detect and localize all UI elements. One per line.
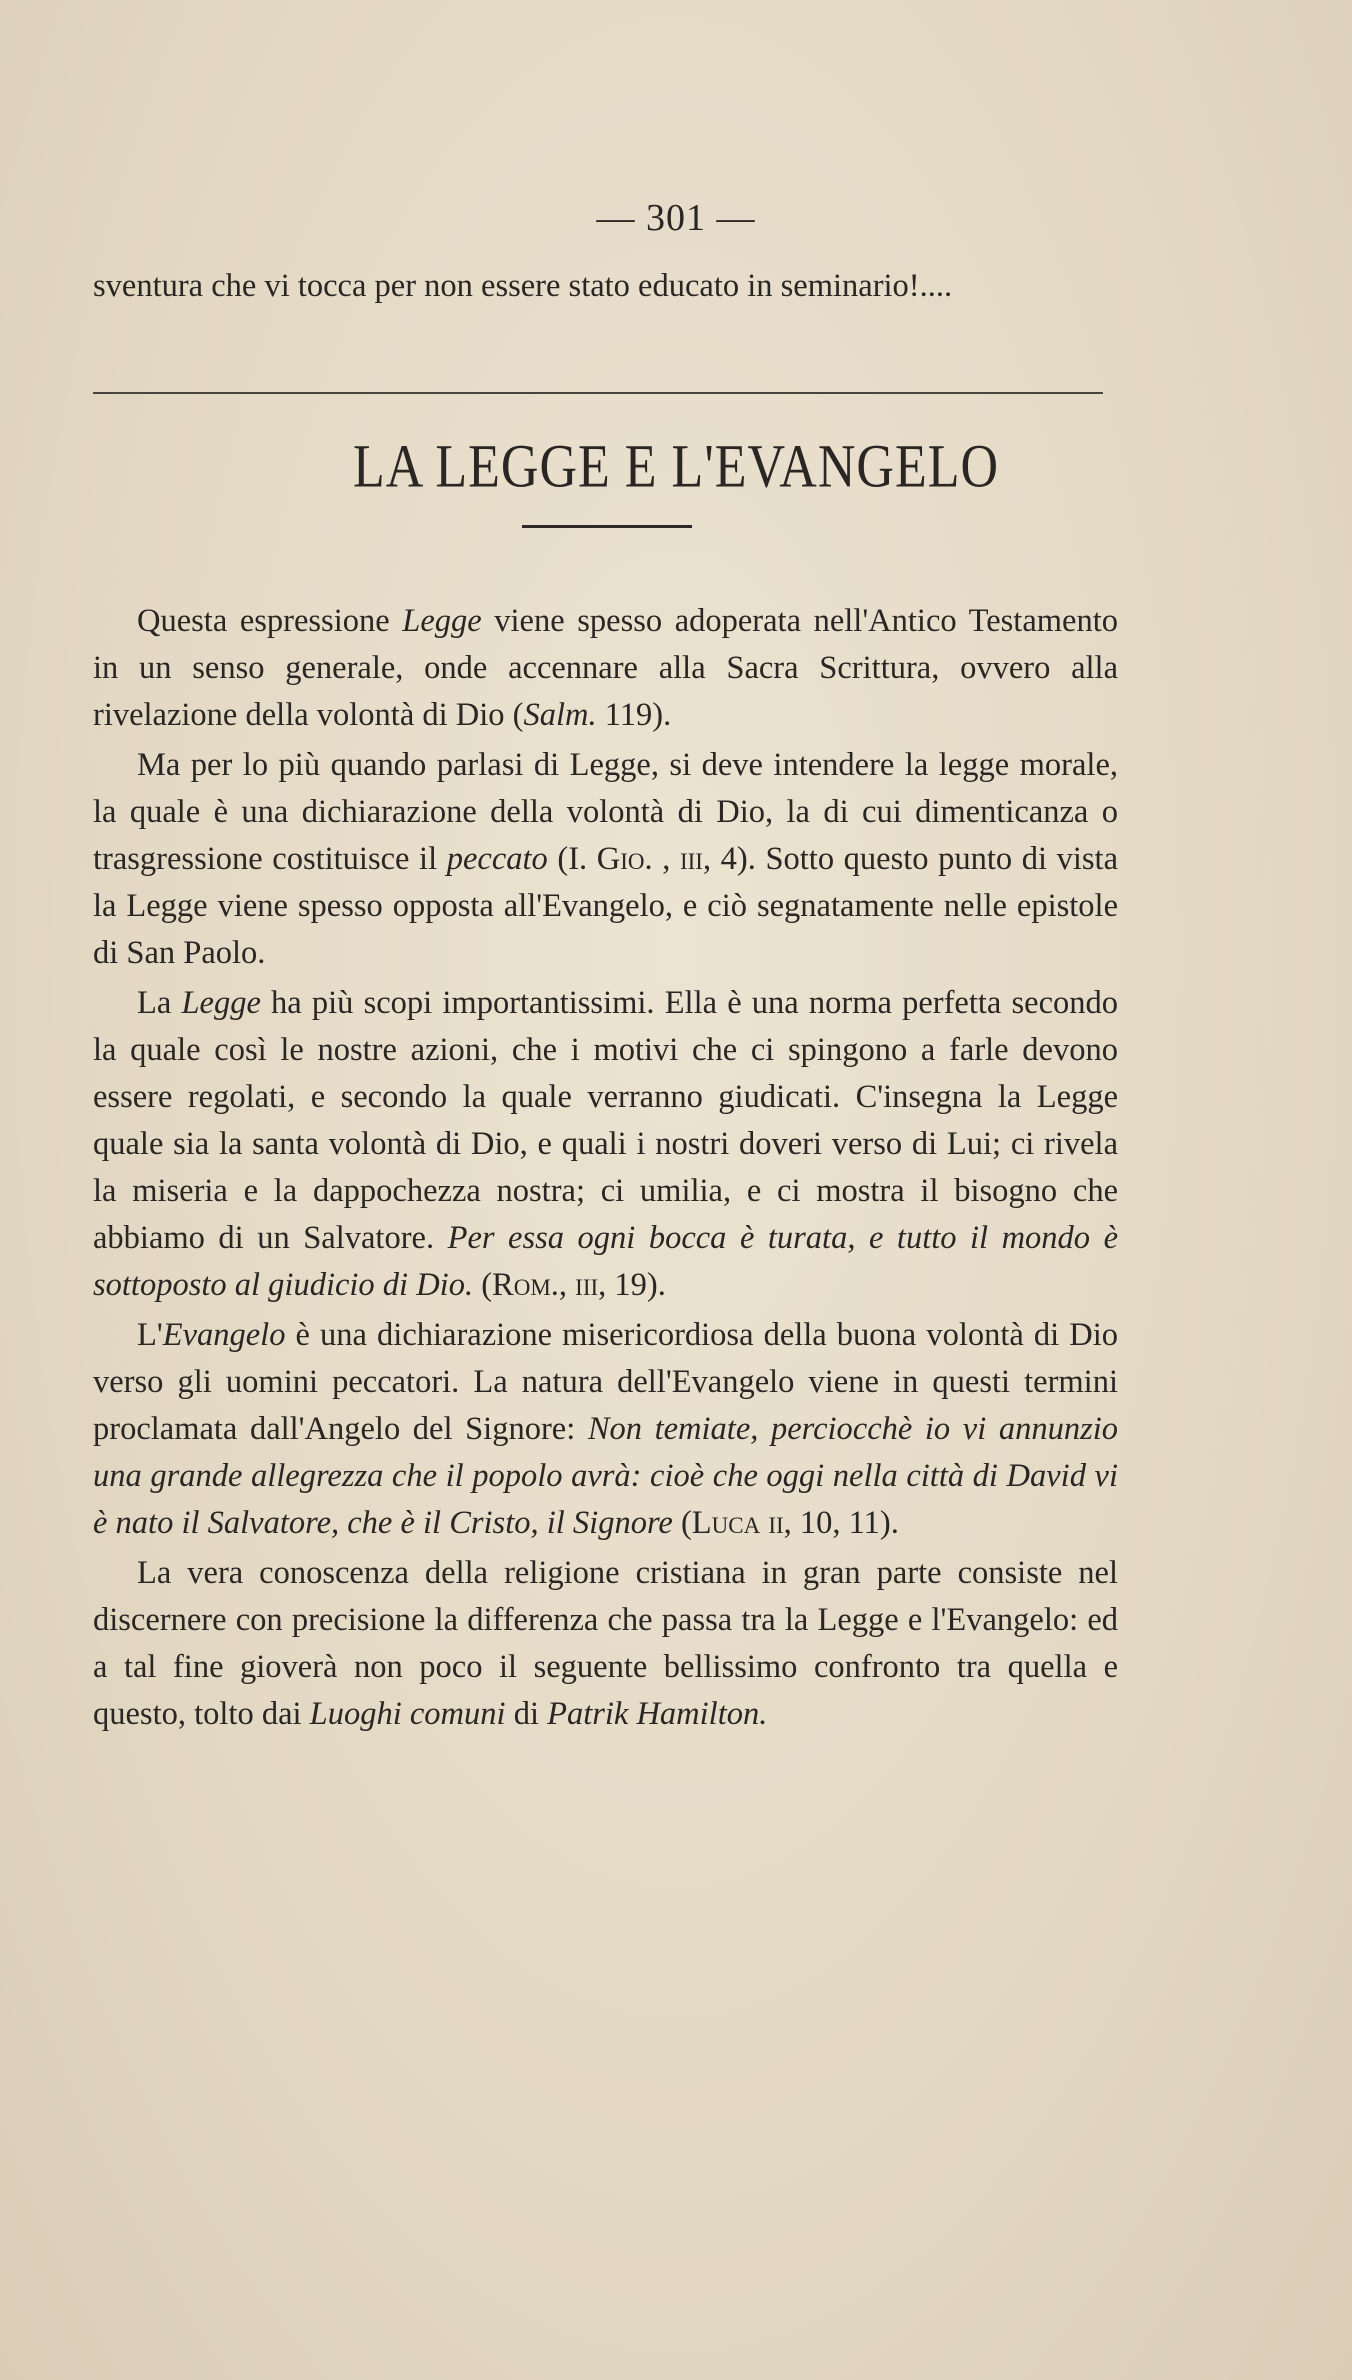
chapter-body	[93, 598, 1118, 1738]
text-run: (I.	[547, 841, 597, 877]
text-run: Questa espressione	[137, 603, 403, 639]
text-run: La	[137, 985, 182, 1021]
text-run: , 10, 11).	[783, 1505, 899, 1541]
paragraph-3	[93, 980, 1118, 1309]
title-underline	[522, 525, 692, 528]
continuation-text: sventura che vi tocca per non essere stato educato in seminario!....	[93, 268, 953, 304]
italic-title: Luoghi comuni	[309, 1696, 506, 1732]
text-run: di	[505, 1696, 548, 1732]
italic-term: peccato	[446, 841, 548, 877]
paragraph-5	[93, 1550, 1118, 1738]
italic-term: Legge	[181, 985, 261, 1021]
text-run: viene spesso adoperata nell'Antico Testamento in un senso generale, onde accennare alla Sacra Scrittura, ovvero alla rivelazione della volontà di Dio (	[93, 603, 1118, 733]
text-run: ,	[558, 1267, 576, 1303]
section-divider	[93, 392, 1103, 394]
italic-term: Evangelo	[162, 1317, 286, 1353]
citation-abbrev: Luca	[691, 1505, 761, 1541]
text-run: (	[672, 1505, 692, 1541]
text-run: Ma per lo più quando parlasi di Legge, si deve intendere la legge morale, la quale è una dichiarazione della volontà di Dio, la di cui dimenticanza o trasgressione costituisce il	[93, 747, 1118, 877]
text-run: è una dichiarazione misericordiosa della buona volontà di Dio verso gli uomini peccatori. La natura dell'Evangelo viene in questi termini proclamata dall'Angelo del Signore:	[93, 1317, 1118, 1447]
text-run: , 19).	[598, 1267, 666, 1303]
chapter-title: LA LEGGE E L'EVANGELO	[352, 433, 1000, 501]
italic-term: Legge	[402, 603, 482, 639]
italic-author: Patrik Hamilton.	[547, 1696, 768, 1732]
roman-numeral: iii	[575, 1267, 599, 1303]
paragraph-1	[93, 598, 1118, 739]
paragraph-4	[93, 1312, 1118, 1547]
citation-abbrev: Salm.	[523, 697, 597, 733]
paragraph-2	[93, 742, 1118, 977]
text-run: 119).	[596, 697, 672, 733]
text-run: (	[473, 1267, 493, 1303]
italic-quotation: Non temiate, perciocchè io vi annunzio una grande allegrezza che il popolo avrà: cioè che oggi nella città di David vi è nato il Salvatore, che è il Cristo, il Signore	[93, 1411, 1118, 1541]
text-run: ha più scopi importantissimi. Ella è una norma perfetta secondo la quale così le nostre azioni, che i motivi che ci spingono a farle devono essere regolati, e secondo la quale verranno giudicati. C'insegna la Legge quale sia la santa volontà di Dio, e quali i nostri doveri verso di Lui; ci rivela la miseria e la dappochezza nostra; ci umilia, e ci mostra il bisogno che abbiamo di un Salvatore.	[93, 985, 1118, 1256]
text-run: , 4). Sotto questo punto di vista la Legge viene spesso opposta all'Evangelo, e ciò segnatamente nelle epistole di San Paolo.	[93, 841, 1119, 971]
text-run: La vera conoscenza della religione cristiana in gran parte consiste nel discernere con precisione la differenza che passa tra la Legge e l'Evangelo: ed a tal fine gioverà non poco il seguente bellissimo confronto tra quella e questo, tolto dai	[93, 1555, 1118, 1732]
text-run: L'	[137, 1317, 163, 1353]
page-number: — 301 —	[596, 197, 756, 239]
italic-quotation: Per essa ogni bocca è turata, e tutto il mondo è sottoposto al giudicio di Dio.	[93, 1220, 1118, 1303]
citation-abbrev: Gio.	[596, 841, 653, 877]
roman-numeral: ii	[768, 1505, 784, 1541]
citation-abbrev: Rom.	[492, 1267, 559, 1303]
text-run: ,	[652, 841, 680, 877]
roman-numeral: iii	[679, 841, 703, 877]
